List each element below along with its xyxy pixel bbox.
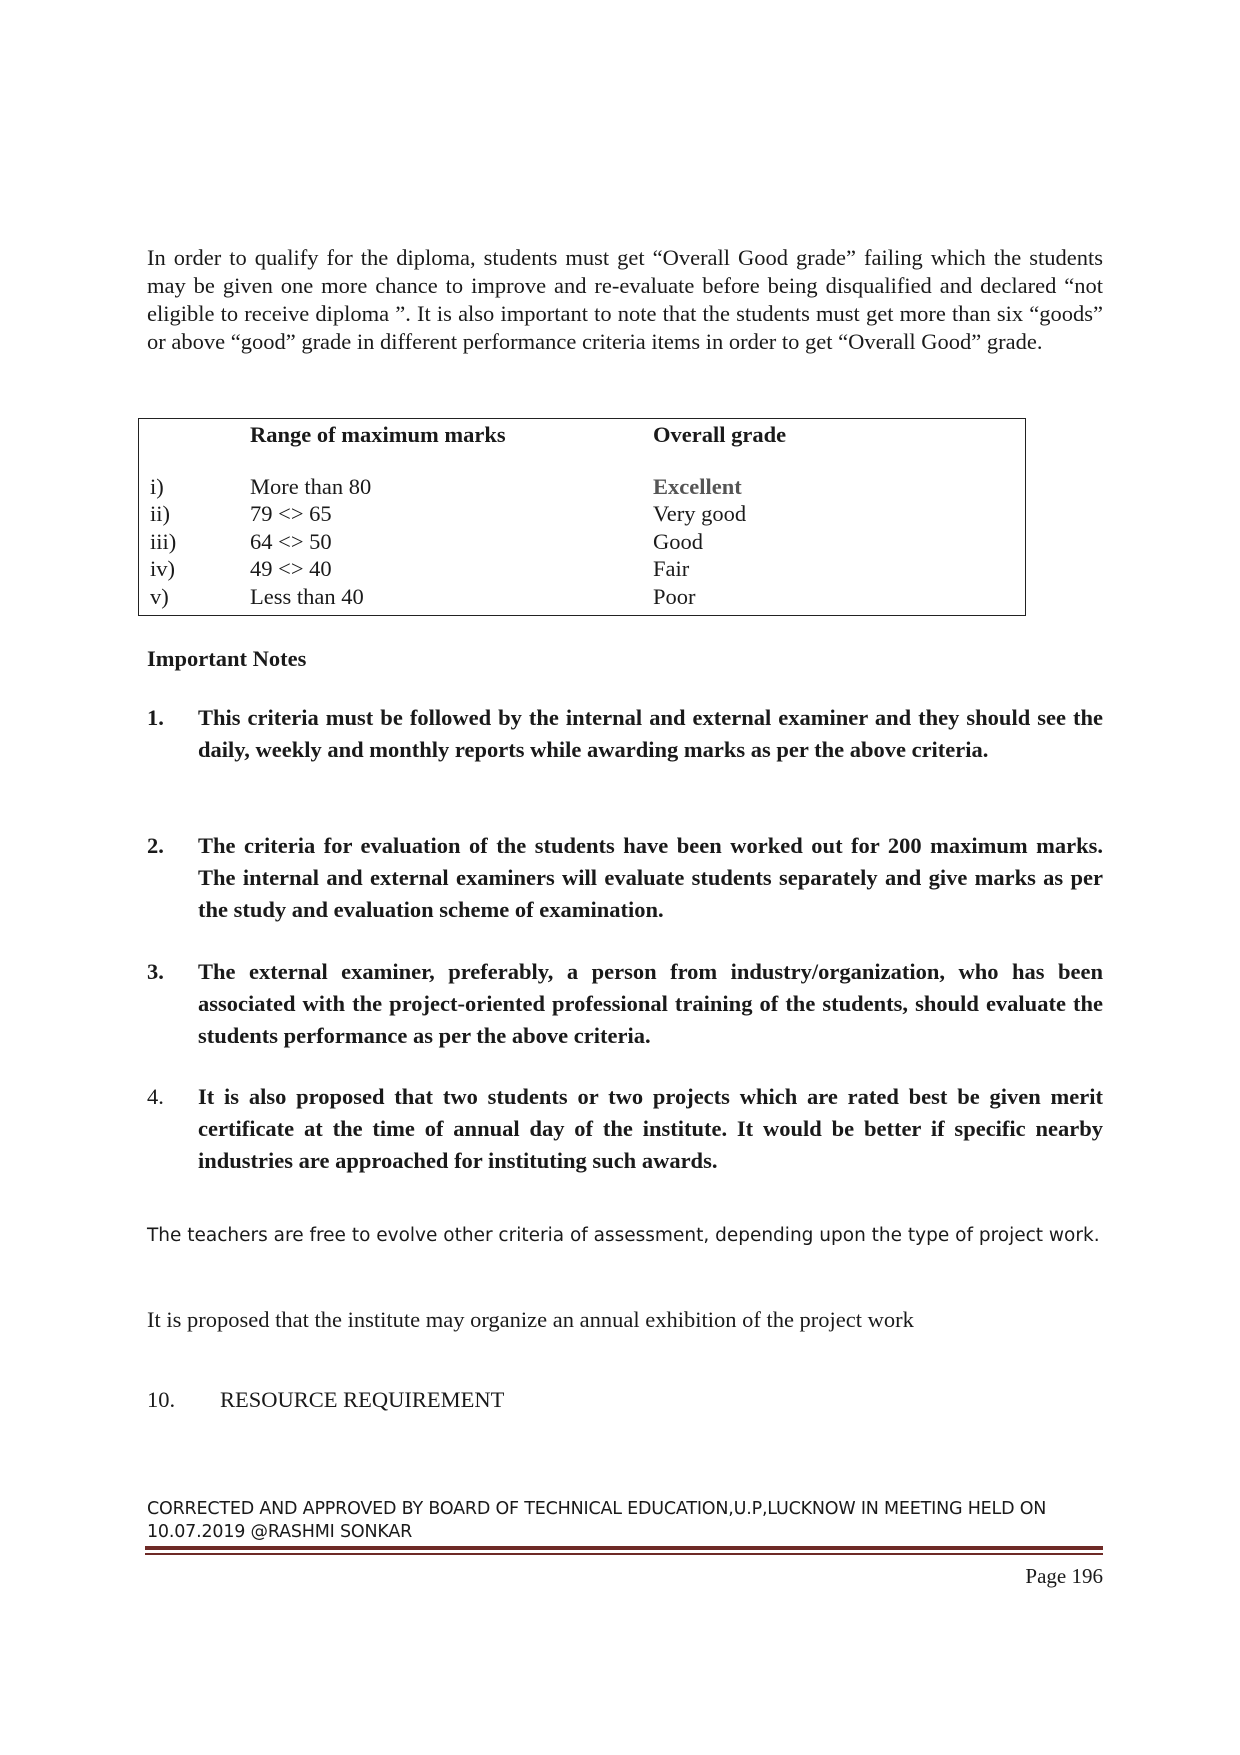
row-number: ii) [150,501,170,526]
header-range: Range of maximum marks [250,422,506,447]
footer-line-1: CORRECTED AND APPROVED BY BOARD OF TECHNICAL EDUCATION,U.P,LUCKNOW IN MEETING HELD ON [147,1499,1047,1519]
teachers-note: The teachers are free to evolve other criteria of assessment, depending upon the type of project work. [147,1225,1100,1246]
footer-line-2: 10.07.2019 @RASHMI SONKAR [147,1522,413,1542]
intro-paragraph: In order to qualify for the diploma, students must get “Overall Good grade” failing which the students may be given one more chance to improve and re-evaluate before being disqualified and declared “not eligible to receive diploma ”. It is also important to note that the students must get more than six “goods” or above “good” grade in different performance criteria items in order to get “Overall Good” grade. [147,245,1103,354]
section-number: 10. [147,1387,176,1412]
row-grade: Poor [653,584,696,609]
note-text: It is also proposed that two students or two projects which are rated best be given merit certificate at the time of annual day of the institute. It would be better if specific nearby industries are approached for instituting such awards. [198,1084,1103,1173]
row-range: More than 80 [250,474,372,499]
row-range: 49 <> 40 [250,556,332,581]
row-grade: Excellent [653,474,742,499]
footer-rule-thin [145,1553,1103,1555]
row-grade: Fair [653,556,690,581]
grade-table [138,418,1026,616]
footer-rule-thick [145,1546,1103,1550]
row-grade: Very good [653,501,747,526]
note-number: 1. [147,705,164,730]
note-number: 4. [147,1084,164,1109]
row-range: 79 <> 65 [250,501,332,526]
footer-approval-text [147,1498,1103,1544]
row-grade: Good [653,529,703,554]
important-notes-heading: Important Notes [147,646,307,671]
section-title: RESOURCE REQUIREMENT [220,1387,505,1412]
page-number: Page 196 [1025,1564,1103,1588]
note-text: The external examiner, preferably, a person from industry/organization, who has been associated with the project-oriented professional training of the students, should evaluate the students performance as per the above criteria. [198,959,1103,1048]
note-number: 3. [147,959,164,984]
note-text: This criteria must be followed by the internal and external examiner and they should see the daily, weekly and monthly reports while awarding marks as per the above criteria. [198,705,1103,762]
note-text: The criteria for evaluation of the students have been worked out for 200 maximum marks. The internal and external examiners will evaluate students separately and give marks as per the study and evaluation scheme of examination. [198,833,1103,922]
row-number: iv) [150,556,175,581]
row-number: iii) [150,529,177,554]
row-number: i) [150,474,164,499]
row-range: Less than 40 [250,584,364,609]
exhibition-note: It is proposed that the institute may organize an annual exhibition of the project work [147,1307,914,1332]
header-grade: Overall grade [653,422,787,447]
row-range: 64 <> 50 [250,529,332,554]
note-number: 2. [147,833,164,858]
row-number: v) [150,584,169,609]
